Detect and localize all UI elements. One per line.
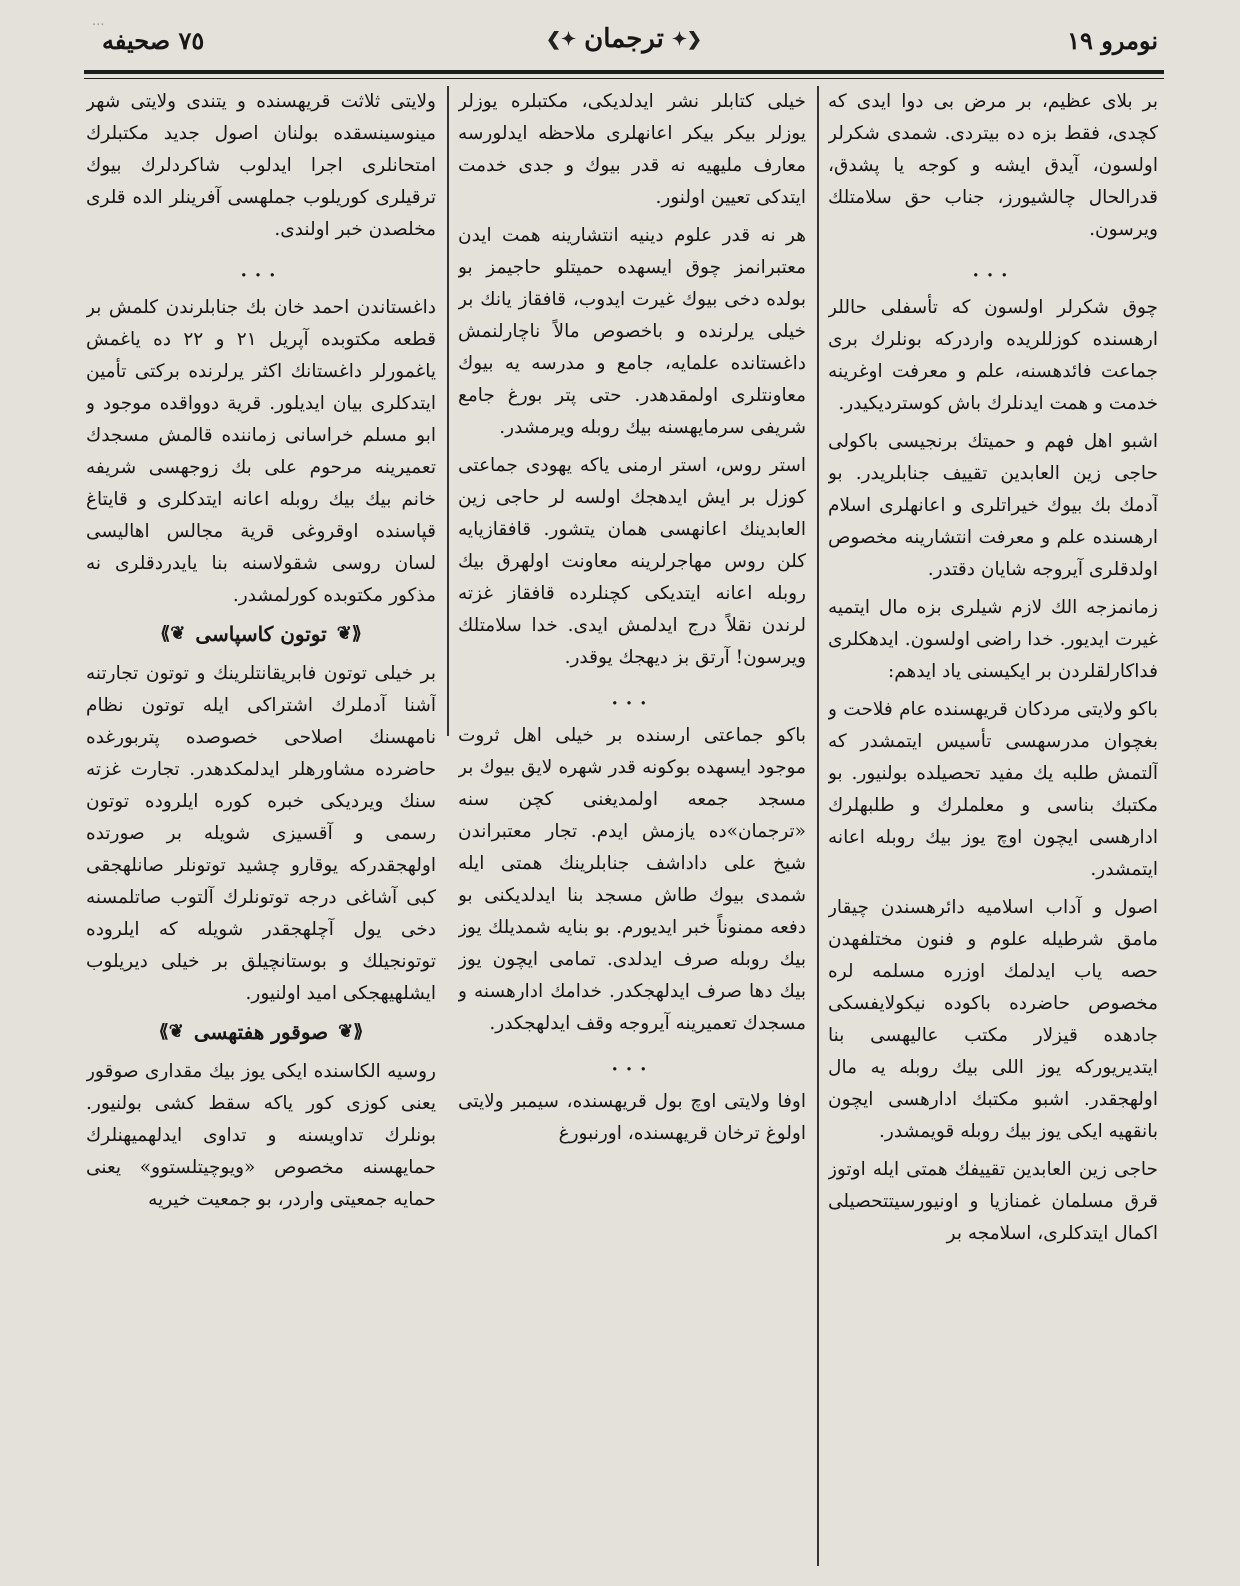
newspaper-title: ترجمان bbox=[584, 24, 664, 54]
column-left bbox=[86, 86, 436, 1566]
column-right bbox=[828, 86, 1158, 1566]
article-paragraph: زمانمزجه الك لازم شيلری بزه مال ايتميه غيرت ايديور. خدا راضی اولسون. ايدهكلری فداكارلقلردن بر ايكيسنی ياد ايدهم: bbox=[828, 597, 1158, 682]
section-separator: ... bbox=[971, 253, 1015, 283]
ornament-icon: ✦❯ bbox=[545, 28, 577, 50]
article-paragraph: روسيه الكاسنده ايكی يوز بيك مقداری صوقور يعنی كوزی كور ياكه سقط كشی بولنيور. بونلرك تداويسنه و تداوی ايدلهميهنلرك حمايهسنه مخصوص «ويوچيتلستوو» يعنی حمايه جمعيتی واردر، بو جمعيت خيريه bbox=[86, 1061, 436, 1210]
header-rule bbox=[84, 70, 1164, 74]
column-divider bbox=[817, 86, 819, 1566]
ornament-icon: ⟪❦ bbox=[338, 1021, 364, 1042]
article-paragraph: اوفا ولايتی اوچ بول قريهسنده، سيمبر ولايتی اولوغ ترخان قريهسنده، اورنبورغ bbox=[458, 1091, 806, 1144]
article-paragraph: اصول و آداب اسلاميه دائرهسندن چيقار مامق شرطيله علوم و فنون مختلفهدن حصه ياب ايدلمك اوزره مسلمه لره مخصوص حاضرده باكوده نيكولايفسكی جادهده قيزلار مكتب عاليهسی بنا ايتديريوركه يوز اللی بيك روبله يه مال اولهجقدر. اشبو مكتبك ادارهسی ايچون بانقهيه ايكی يوز بيك روبله قويمشدر. bbox=[828, 897, 1158, 1142]
top-margin-note: ... bbox=[92, 14, 105, 29]
section-heading bbox=[86, 1016, 436, 1048]
article-paragraph: باكو ولايتی مردكان قريهسنده عام فلاحت و بغچوان مدرسهسی تأسيس ايتمشدر كه آلتمش طلبه يك مفيد تحصيلده بولنيور. بو مكتبك بناسی و معلملرك و طلبهلرك ادارهسی ايچون اوچ يوز بيك روبله اعانه ايتمشدر. bbox=[828, 699, 1158, 880]
issue-number: نومرو ١٩ bbox=[1067, 26, 1158, 55]
page-label: ٧٥ صحيفه bbox=[102, 26, 205, 55]
article-paragraph: ولايتی ثلاثت قريهسنده و يتندی ولايتی شهر مينوسينسقده بولنان اصول جديد مكتبلرك امتحانلری اجرا ايدلوب شاكردلرك بيوك ترقيلری كوريلوب جملهسی آفرينلر الده قلری مخلصدن خبر اولندی. bbox=[86, 91, 436, 240]
section-heading-text: صوقور هفتهسی bbox=[193, 1020, 329, 1044]
ornament-icon: ⟪❦ bbox=[336, 623, 362, 644]
article-paragraph: حاجی زين العابدين تقييفك همتی ايله اوتوز قرق مسلمان غمنازيا و اونيورسيتتحصيلی اكمال ايتدكلری، اسلامجه بر bbox=[828, 1159, 1158, 1244]
article-paragraph: استر روس، استر ارمنی ياكه يهودی جماعتی كوزل بر ايش ايدهجك اولسه لر حاجی زين العابدينك اعانهسی همان يتشور. قافقازيايه كلن روس مهاجرلرينه معاونت اولهرق بيك روبله اعانه ايتديكی كچنلرده قافقاز غزته لرندن نقلاً درج ايدلمش ايدی. خدا سلامتلك ويرسون! آرتق بز ديهجك يوقدر. bbox=[458, 455, 806, 668]
section-heading bbox=[86, 618, 436, 650]
column-middle bbox=[458, 86, 806, 1566]
section-separator: ... bbox=[610, 1047, 654, 1077]
ornament-icon: ❦⟫ bbox=[160, 623, 186, 644]
section-heading-text: توتون كاسپاسی bbox=[195, 622, 327, 646]
article-paragraph: اشبو اهل فهم و حميتك برنجيسی باكولی حاجی زين العابدين تقييف جنابلريدر. بو آدمك بك بيوك خيراتلری و اعانهلری اسلام ارهسنده علم و معرفت انتشارينه مخصوص اولدقلری آيروجه شايان دقتدر. bbox=[828, 431, 1158, 580]
article-paragraph: بر خيلی توتون فابريقانتلرينك و توتون تجارتنه آشنا آدملرك اشتراكی ايله توتون نظام نامهسنك اصلاحی خصوصده پتربورغده حاضرده مشاورهلر ايدلمكدهدر. تجارت غزته سنك ويرديكی خبره كوره ايلروده توتون رسمی و آقسيزی شويله بر صورتده اولهجقدركه يوقارو چشيد توتونلر صانلهجقی كبی آشاغی درجه توتونلرك آلتوب صاتلمسنه دخی يول آچلهجقدر شويله كه ايلروده توتونجيلك و بوستانچيلق بر خيلی ديريلوب ايشلهيهجكی اميد اولنيور. bbox=[86, 663, 436, 1004]
article-paragraph: هر نه قدر علوم دينيه انتشارينه همت ايدن معتبرانمز چوق ايسهده حميتلو حاجيمز بو بولده دخی بيوك غيرت ايدوب، قافقاز يانك بر خيلی يرلرنده و باخصوص مالاً ناچارلنمش داغستانده علمايه، جامع و مدرسه يه بيوك معاونتلری اولمقدهدر. حتی پتر بورغ جامع شريفی سرمايهسنه بيك روبله ويرمشدر. bbox=[458, 225, 806, 438]
column-divider bbox=[447, 86, 449, 736]
header-rule-thin bbox=[84, 78, 1164, 79]
article-paragraph: بر بلای عظيم، بر مرض بی دوا ايدی كه كچدی، فقط بزه ده بيتردی. شمدی شكرلر اولسون، آيدق ايشه و كوجه يا پشدق، قدرالحال چالشيورز، جناب حق سلامتلك ويرسون. bbox=[828, 91, 1158, 240]
masthead-title-block bbox=[546, 24, 702, 54]
section-separator: ... bbox=[610, 681, 654, 711]
article-paragraph: چوق شكرلر اولسون كه تأسفلی حاللر ارهسنده كوزللريده واردركه بونلرك بری جماعت فائدهسنه، علم و معرفت اوغرينه خدمت و همت ايدنلرك باش كوستردیكيدر. bbox=[828, 297, 1158, 414]
article-paragraph: داغستاندن احمد خان بك جنابلرندن كلمش بر قطعه مكتوبده آپريل ٢١ و ٢٢ ده ياغمش ياغمورلر داغستانك اكثر يرلرنده بركتی تأمين ايتدكلری بيان ايديلور. قرية دوواقده موجود و ابو مسلم خراسانی زماننده قالمش مسجدك تعميرينه مرحوم علی بك زوجهسی شريفه خانم بيك بيك روبله اعانه ايتدكلری و قايتاغ قپاسنده اوقروغی قرية مجالس اهاليسی لسان روسی شقولاسنه بنا يايدردقلری نه مذكور مكتوبده كورلمشدر. bbox=[86, 297, 436, 606]
section-separator: ... bbox=[239, 253, 283, 283]
masthead bbox=[84, 24, 1164, 68]
ornament-icon: ❮✦ bbox=[671, 28, 703, 50]
article-paragraph: خيلی كتابلر نشر ايدلديكی، مكتبلره يوزلر يوزلر بيكر بيكر اعانهلری ملاحظه ايدلورسه معارف مليهيه نه قدر بيوك و جدی خدمت ايتدكی تعيين اولنور. bbox=[458, 91, 806, 208]
ornament-icon: ❦⟫ bbox=[158, 1021, 184, 1042]
article-paragraph: باكو جماعتی ارسنده بر خيلی اهل ثروت موجود ايسهده بوكونه قدر شهره لايق بيوك بر مسجد جمعه اولمديغنی كچن سنه «ترجمان»ده يازمش ايدم. تجار معتبراندن شيخ علی داداشف جنابلرينك همتی ايله شمدی بيوك طاش مسجد بنا ايدلديكنی بو دفعه ممنوناً خبر ايديورم. بو بنايه شمديلك يوز بيك روبله صرف ايدلدی. تمامی ايچون يوز بيك دها صرف ايدلهجكدر. خدامك ادارهسنه و مسجدك تعميرينه آيروجه وقف ايدلهجكدر. bbox=[458, 725, 806, 1034]
